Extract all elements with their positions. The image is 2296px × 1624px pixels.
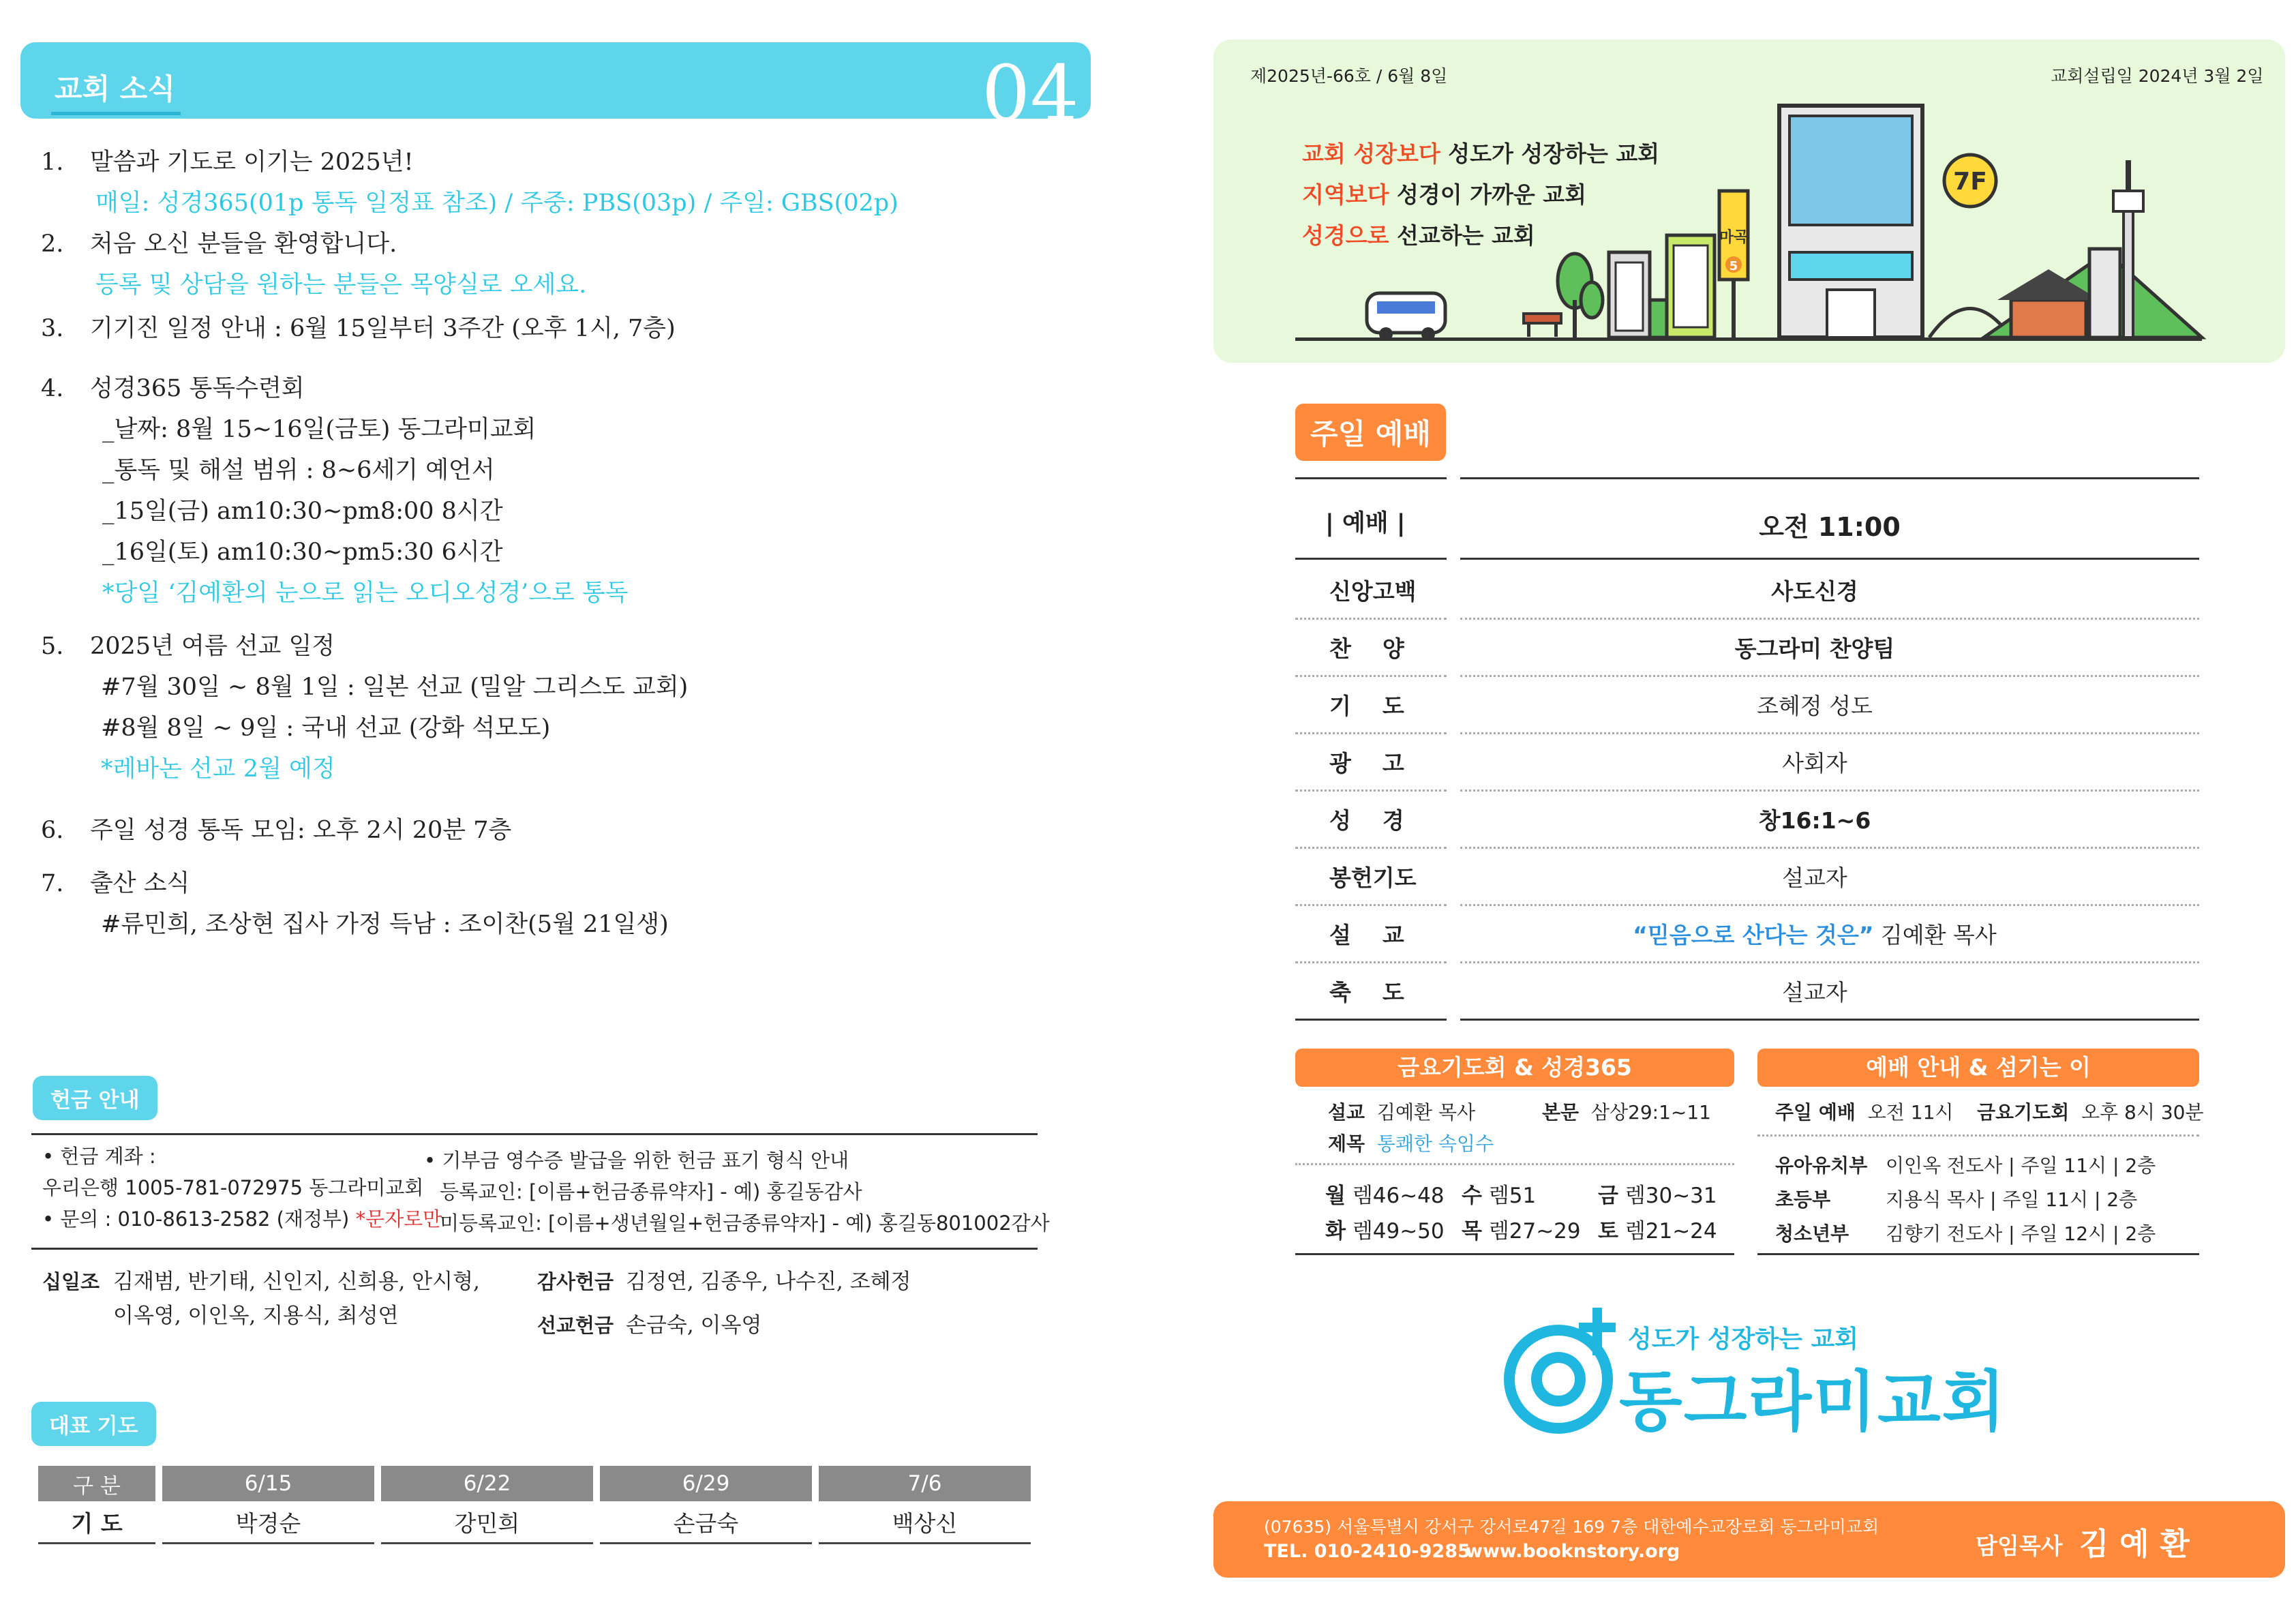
footer-tel: TEL. 010-2410-9285: [1264, 1541, 1470, 1562]
guide-bottom-line: [1757, 1253, 2199, 1255]
prayer-row-label: 기 도: [38, 1501, 155, 1544]
friday-bottom-line: [1295, 1253, 1734, 1255]
offering-bottom-divider: [31, 1248, 1038, 1250]
worship-row-divider: [1295, 961, 1447, 963]
thanks-names: 김정연, 김종우, 나수진, 조혜정: [626, 1269, 911, 1294]
title-underline: [51, 112, 181, 115]
prayer-head-row: [38, 1466, 1031, 1501]
guide-sunday: 주일 예배 오전 11시: [1775, 1101, 1954, 1124]
department-info: 이인옥 전도사 | 주일 11시 | 2층: [1886, 1154, 2156, 1177]
news-item-detail: *당일 ‘김예환의 눈으로 읽는 오디오성경’으로 통독: [102, 580, 629, 607]
guide-friday: 금요기도회 오후 8시 30분: [1977, 1101, 2204, 1124]
footer-address: (07635) 서울특별시 강서구 강서로47길 169 7층 대한예수교장로회 동그라미교회: [1264, 1517, 1879, 1537]
stop-sign-text: 마곡: [1719, 229, 1749, 246]
friday-divider: [1295, 1163, 1734, 1165]
worship-top-line-left: [1295, 477, 1447, 479]
worship-item-value: 설교자: [1782, 979, 1847, 1006]
prayer-head-cell: 7/6: [819, 1466, 1031, 1501]
news-item: [41, 224, 397, 265]
worship-item-label: 찬 양: [1329, 635, 1404, 662]
department-label: 유아유치부: [1775, 1154, 1868, 1177]
worship-item-label: 설 교: [1329, 922, 1404, 948]
slogan-3: 성경으로 선교하는 교회: [1302, 222, 1535, 249]
news-item-text: 말씀과 기도로 이기는 2025년!: [90, 149, 414, 176]
worship-row-divider: [1295, 618, 1447, 620]
worship-item-label: 봉헌기도: [1329, 864, 1417, 891]
news-item-text: 성경365 통독수련회: [90, 375, 305, 402]
reading-item: 월 렘46~48: [1325, 1184, 1445, 1208]
founding-date: 교회설립일 2024년 3월 2일: [2051, 66, 2264, 86]
news-item-detail: 매일: 성경365(01p 통독 일정표 참조) / 주중: PBS(03p) / 주일: GBS(02p): [95, 190, 898, 217]
prayer-cell: 손금숙: [600, 1501, 812, 1544]
news-item-text: 출산 소식: [90, 870, 190, 897]
bus-icon: [1367, 293, 1445, 341]
prayer-row: [38, 1501, 1031, 1544]
thanks-label: 감사헌금: [537, 1270, 614, 1293]
city-illustration: [1288, 95, 2209, 348]
offering-account: 우리은행 1005-781-072975 동그라미교회: [42, 1176, 424, 1199]
worship-row-divider: [1460, 1019, 2199, 1021]
footer-website[interactable]: www.booknstory.org: [1466, 1541, 1680, 1562]
worship-item-value: 조혜정 성도: [1757, 693, 1873, 719]
offering-top-divider: [31, 1133, 1038, 1135]
news-item-text: 2025년 여름 선교 일정: [90, 633, 335, 660]
news-item-detail: #류민희, 조상현 집사 가정 득남 : 조이찬(5월 21일생): [101, 911, 669, 938]
news-item: [41, 308, 676, 349]
pastor-name: 김 예 환: [2079, 1526, 2190, 1562]
tithe-names-1: 김재범, 반기태, 신인지, 신희용, 안시형,: [113, 1269, 480, 1294]
page-number: 04: [982, 50, 1079, 138]
friday-title: 금요기도회 & 성경365: [1295, 1049, 1734, 1087]
receipt-unregistered: 미등록교인: [이름+생년월일+헌금종류약자] - 예) 홍길동801002감사: [440, 1212, 1050, 1235]
news-item-number: 3.: [41, 315, 64, 342]
pastor-label: 담임목사: [1976, 1533, 2063, 1559]
worship-row-divider: [1295, 904, 1447, 906]
news-item-detail: _16일(토) am10:30~pm5:30 6시간: [102, 539, 503, 566]
church-news-header: [20, 42, 1091, 119]
news-item: [41, 142, 414, 183]
church-news-title: 교회 소식: [55, 72, 175, 106]
worship-item-value: 동그라미 찬양팀: [1734, 635, 1895, 662]
worship-header-label: | 예배 |: [1325, 510, 1406, 537]
tithe-label: 십일조: [42, 1270, 100, 1293]
reading-item: 토 렘21~24: [1598, 1219, 1717, 1244]
tithe-names-2: 이옥영, 이인옥, 지용식, 최성연: [113, 1304, 399, 1328]
news-item-number: 4.: [41, 375, 64, 402]
worship-row-divider: [1460, 732, 2199, 734]
department-label: 청소년부: [1775, 1222, 1849, 1245]
reading-item: 화 렘49~50: [1325, 1219, 1445, 1244]
worship-row-divider: [1460, 904, 2199, 906]
news-item: [41, 368, 305, 409]
worship-item-label: 축 도: [1329, 979, 1404, 1006]
offering-account-label: • 헌금 계좌 :: [42, 1145, 156, 1168]
department-info: 김향기 전도사 | 주일 12시 | 2층: [1886, 1222, 2156, 1245]
friday-sermon: 설교 김예환 목사: [1328, 1101, 1476, 1124]
reading-item: 수 렘51: [1462, 1184, 1537, 1208]
worship-item-value: 설교자: [1782, 864, 1847, 891]
reading-item: 금 렘30~31: [1598, 1184, 1717, 1208]
worship-time: 오전 11:00: [1759, 512, 1901, 542]
worship-row-divider: [1460, 675, 2199, 677]
news-item-detail: #8월 8일 ~ 9일 : 국내 선교 (강화 석모도): [101, 715, 551, 742]
worship-row-divider: [1295, 847, 1447, 849]
news-item: [41, 810, 511, 851]
worship-item-value: [1466, 918, 2164, 950]
prayer-cell: 박경순: [162, 1501, 374, 1544]
worship-item-value: 사도신경: [1771, 578, 1858, 605]
friday-topic: 제목 통쾌한 속임수: [1328, 1132, 1494, 1155]
news-item-number: 5.: [41, 633, 64, 660]
news-item-text: 기기진 일정 안내 : 6월 15일부터 3주간 (오후 1시, 7층): [90, 315, 676, 342]
mission-label: 선교헌금: [537, 1314, 614, 1337]
department-label: 초등부: [1775, 1188, 1831, 1211]
worship-row-divider: [1460, 961, 2199, 963]
stop-sign-num: 5: [1729, 259, 1738, 273]
worship-row-divider: [1295, 675, 1447, 677]
prayer-head-cell: 6/22: [381, 1466, 593, 1501]
news-item-detail: *레바논 선교 2월 예정: [101, 755, 335, 783]
news-item-number: 2.: [41, 230, 64, 258]
prayer-head-cell: 6/29: [600, 1466, 812, 1501]
logo-name: 동그라미교회: [1619, 1364, 2007, 1440]
contact-note: *문자로만: [355, 1207, 442, 1231]
news-item-detail: #7월 30일 ~ 8월 1일 : 일본 선교 (밀알 그리스도 교회): [101, 674, 689, 701]
prayer-schedule-table: [31, 1466, 1038, 1544]
sermon-preacher: 김예환 목사: [1873, 922, 1997, 948]
worship-item-value: 사회자: [1782, 750, 1847, 777]
worship-row-divider: [1295, 1019, 1447, 1021]
offering-title: 헌금 안내: [33, 1076, 157, 1120]
prayer-title: 대표 기도: [31, 1402, 156, 1446]
sunday-worship-title: 주일 예배: [1295, 404, 1446, 461]
worship-row-divider: [1295, 732, 1447, 734]
worship-item-label: 성 경: [1329, 807, 1404, 834]
receipt-title: • 기부금 영수증 발급을 위한 헌금 표기 형식 안내: [424, 1149, 849, 1172]
news-item: [41, 626, 335, 667]
mission-names: 손금숙, 이옥영: [626, 1313, 762, 1338]
slogan-1: 교회 성장보다 성도가 성장하는 교회: [1302, 140, 1660, 167]
offering-contact: • 문의 : 010-8613-2582 (재정부) *문자로만: [42, 1207, 442, 1231]
worship-item-label: 기 도: [1329, 693, 1404, 719]
prayer-cell: 강민희: [381, 1501, 593, 1544]
sermon-title: “믿음으로 산다는 것은”: [1633, 922, 1874, 948]
prayer-head-cell: 6/15: [162, 1466, 374, 1501]
reading-item: 목 렘27~29: [1462, 1219, 1581, 1244]
news-item-number: 1.: [41, 149, 64, 176]
news-item: [41, 863, 190, 904]
news-item-detail: _15일(금) am10:30~pm8:00 8시간: [102, 498, 503, 525]
worship-row-divider: [1460, 847, 2199, 849]
news-item-detail: _통독 및 해설 범위 : 8~6세기 예언서: [102, 457, 495, 484]
department-info: 지용식 목사 | 주일 11시 | 2층: [1886, 1188, 2138, 1211]
worship-item-label: 광 고: [1329, 750, 1404, 777]
news-item-number: 7.: [41, 870, 64, 897]
worship-header-line-left: [1295, 558, 1447, 560]
issue-number: 제2025년-66호 / 6월 8일: [1250, 66, 1448, 86]
news-item-detail: _날짜: 8월 15~16일(금토) 동그라미교회: [102, 416, 537, 443]
slogan-2: 지역보다 성경이 가까운 교회: [1302, 181, 1587, 208]
worship-row-divider: [1295, 790, 1447, 792]
worship-row-divider: [1460, 790, 2199, 792]
worship-top-line-right: [1460, 477, 2199, 479]
news-item-text: 주일 성경 통독 모임: 오후 2시 20분 7층: [90, 817, 512, 844]
prayer-cell: 백상신: [819, 1501, 1031, 1544]
worship-row-divider: [1460, 618, 2199, 620]
receipt-registered: 등록교인: [이름+헌금종류약자] - 예) 홍길동감사: [440, 1180, 862, 1203]
guide-title: 예배 안내 & 섬기는 이: [1757, 1049, 2199, 1087]
floor-badge: 7F: [1953, 168, 1987, 196]
worship-item-value: 창16:1~6: [1758, 807, 1871, 834]
logo-tagline: 성도가 성장하는 교회: [1628, 1325, 1859, 1353]
news-item-detail: 등록 및 상담을 원하는 분들은 목양실로 오세요.: [95, 271, 587, 299]
guide-divider: [1757, 1134, 2199, 1137]
prayer-head-cell: 구 분: [38, 1466, 155, 1501]
worship-header-line-right: [1460, 558, 2199, 560]
worship-item-label: 신앙고백: [1329, 578, 1417, 605]
friday-text: 본문 삼상29:1~11: [1542, 1101, 1711, 1124]
news-item-number: 6.: [41, 817, 64, 844]
news-item-text: 처음 오신 분들을 환영합니다.: [90, 230, 397, 258]
